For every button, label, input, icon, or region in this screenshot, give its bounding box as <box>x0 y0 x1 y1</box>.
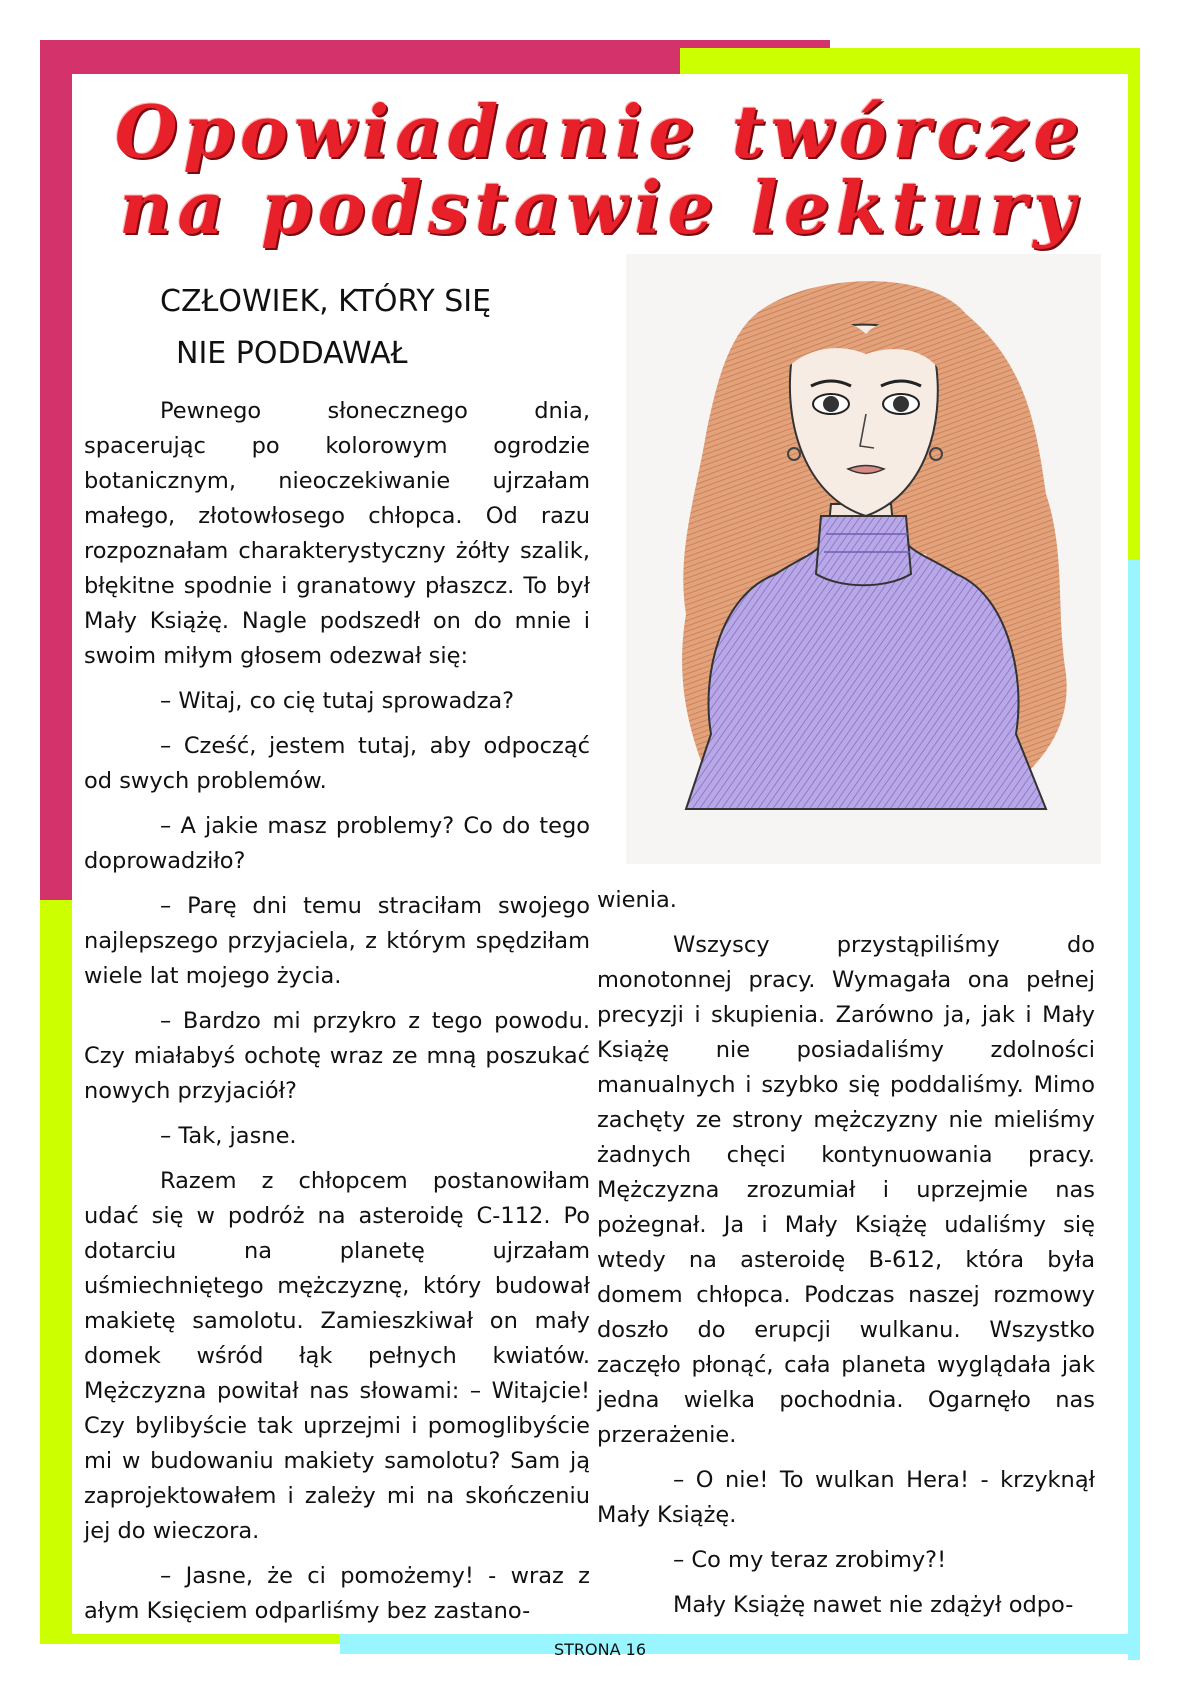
left-paragraph: – Cześć, jestem tutaj, aby odpocząć od swych problemów. <box>84 733 590 794</box>
frame-lime-top <box>680 48 1140 74</box>
page-title-line2: na podstawie lektury <box>119 165 1081 250</box>
right-column <box>597 883 1095 1633</box>
left-paragraph: – A jakie masz problemy? Co do tego doprowadziło? <box>84 813 590 874</box>
story-heading <box>160 276 620 380</box>
illustration-svg <box>626 254 1101 864</box>
left-column <box>84 394 590 1639</box>
left-paragraph: – Bardzo mi przykro z tego powodu. Czy miałabyś ochotę wraz ze mną poszukać nowych przyjaciół? <box>84 1008 590 1104</box>
illustration-girl-drawing <box>626 254 1101 864</box>
left-paragraph: – Jasne, że ci pomożemy! - wraz z ałym Księciem odparliśmy bez zastano- <box>84 1563 590 1624</box>
right-paragraph: Mały Książę nawet nie zdążył odpo- <box>673 1592 1074 1618</box>
left-paragraph: Pewnego słonecznego dnia, spacerując po kolorowym ogrodzie botanicznym, nieoczekiwanie ujrzałam małego, złotowłosego chłopca. Od razu rozpoznałam charakterystyczny żółty szalik, błękitne spodnie i granatowy płaszcz. To był Mały Książę. Nagle podszedł on do mnie i swoim miłym głosem odezwał się: <box>84 398 590 669</box>
right-paragraph: – O nie! To wulkan Hera! - krzyknął Mały Książę. <box>597 1467 1095 1528</box>
story-heading-line1: CZŁOWIEK, KTÓRY SIĘ <box>160 284 492 319</box>
frame-cyan-right <box>1128 560 1140 1660</box>
frame-lime-left-bottom <box>40 900 72 1644</box>
page-number: STRONA 16 <box>554 1640 646 1659</box>
story-heading-line2: NIE PODDAWAŁ <box>176 336 408 371</box>
left-paragraph: – Parę dni temu straciłam swojego najlepszego przyjaciela, z którym spędziłam wiele lat mojego życia. <box>84 893 590 989</box>
right-paragraph: – Co my teraz zrobimy?! <box>673 1547 947 1573</box>
right-continuation: wienia. <box>597 887 677 913</box>
right-paragraph: Wszyscy przystąpiliśmy do monotonnej pracy. Wymagała ona pełnej precyzji i skupienia. Zarówno ja, jak i Mały Książę nie posiadaliśmy zdolności manualnych i szybko się poddaliśmy. Mimo zachęty ze strony mężczyzny nie mieliśmy żadnych chęci kontynuowania pracy. Mężczyzna zrozumiał i uprzejmie nas pożegnał. Ja i Mały Książę udaliśmy się wtedy na asteroidę B-612, która była domem chłopca. Podczas naszej rozmowy doszło do erupcji wulkanu. Wszystko zaczęło płonąć, cała planeta wyglądała jak jedna wielka pochodnia. Ogarnęło nas przerażenie. <box>597 932 1095 1448</box>
left-paragraph: Razem z chłopcem postanowiłam udać się w podróż na asteroidę C-112. Po dotarciu na planetę ujrzałam uśmiechniętego mężczyznę, który budował makietę samolotu. Zamieszkiwał on mały domek wśród łąk pełnych kwiatów. Mężczyzna powitał nas słowami: – Witajcie! Czy bylibyście tak uprzejmi i pomoglibyście mi w budowaniu makiety samolotu? Sam ją zaprojektowałem i zależy mi na skończeniu jej do wieczora. <box>84 1168 590 1544</box>
left-paragraph: – Witaj, co cię tutaj sprowadza? <box>160 688 515 714</box>
left-paragraph: – Tak, jasne. <box>160 1123 297 1149</box>
page-title-line1: Opowiadanie twórcze <box>114 89 1086 174</box>
